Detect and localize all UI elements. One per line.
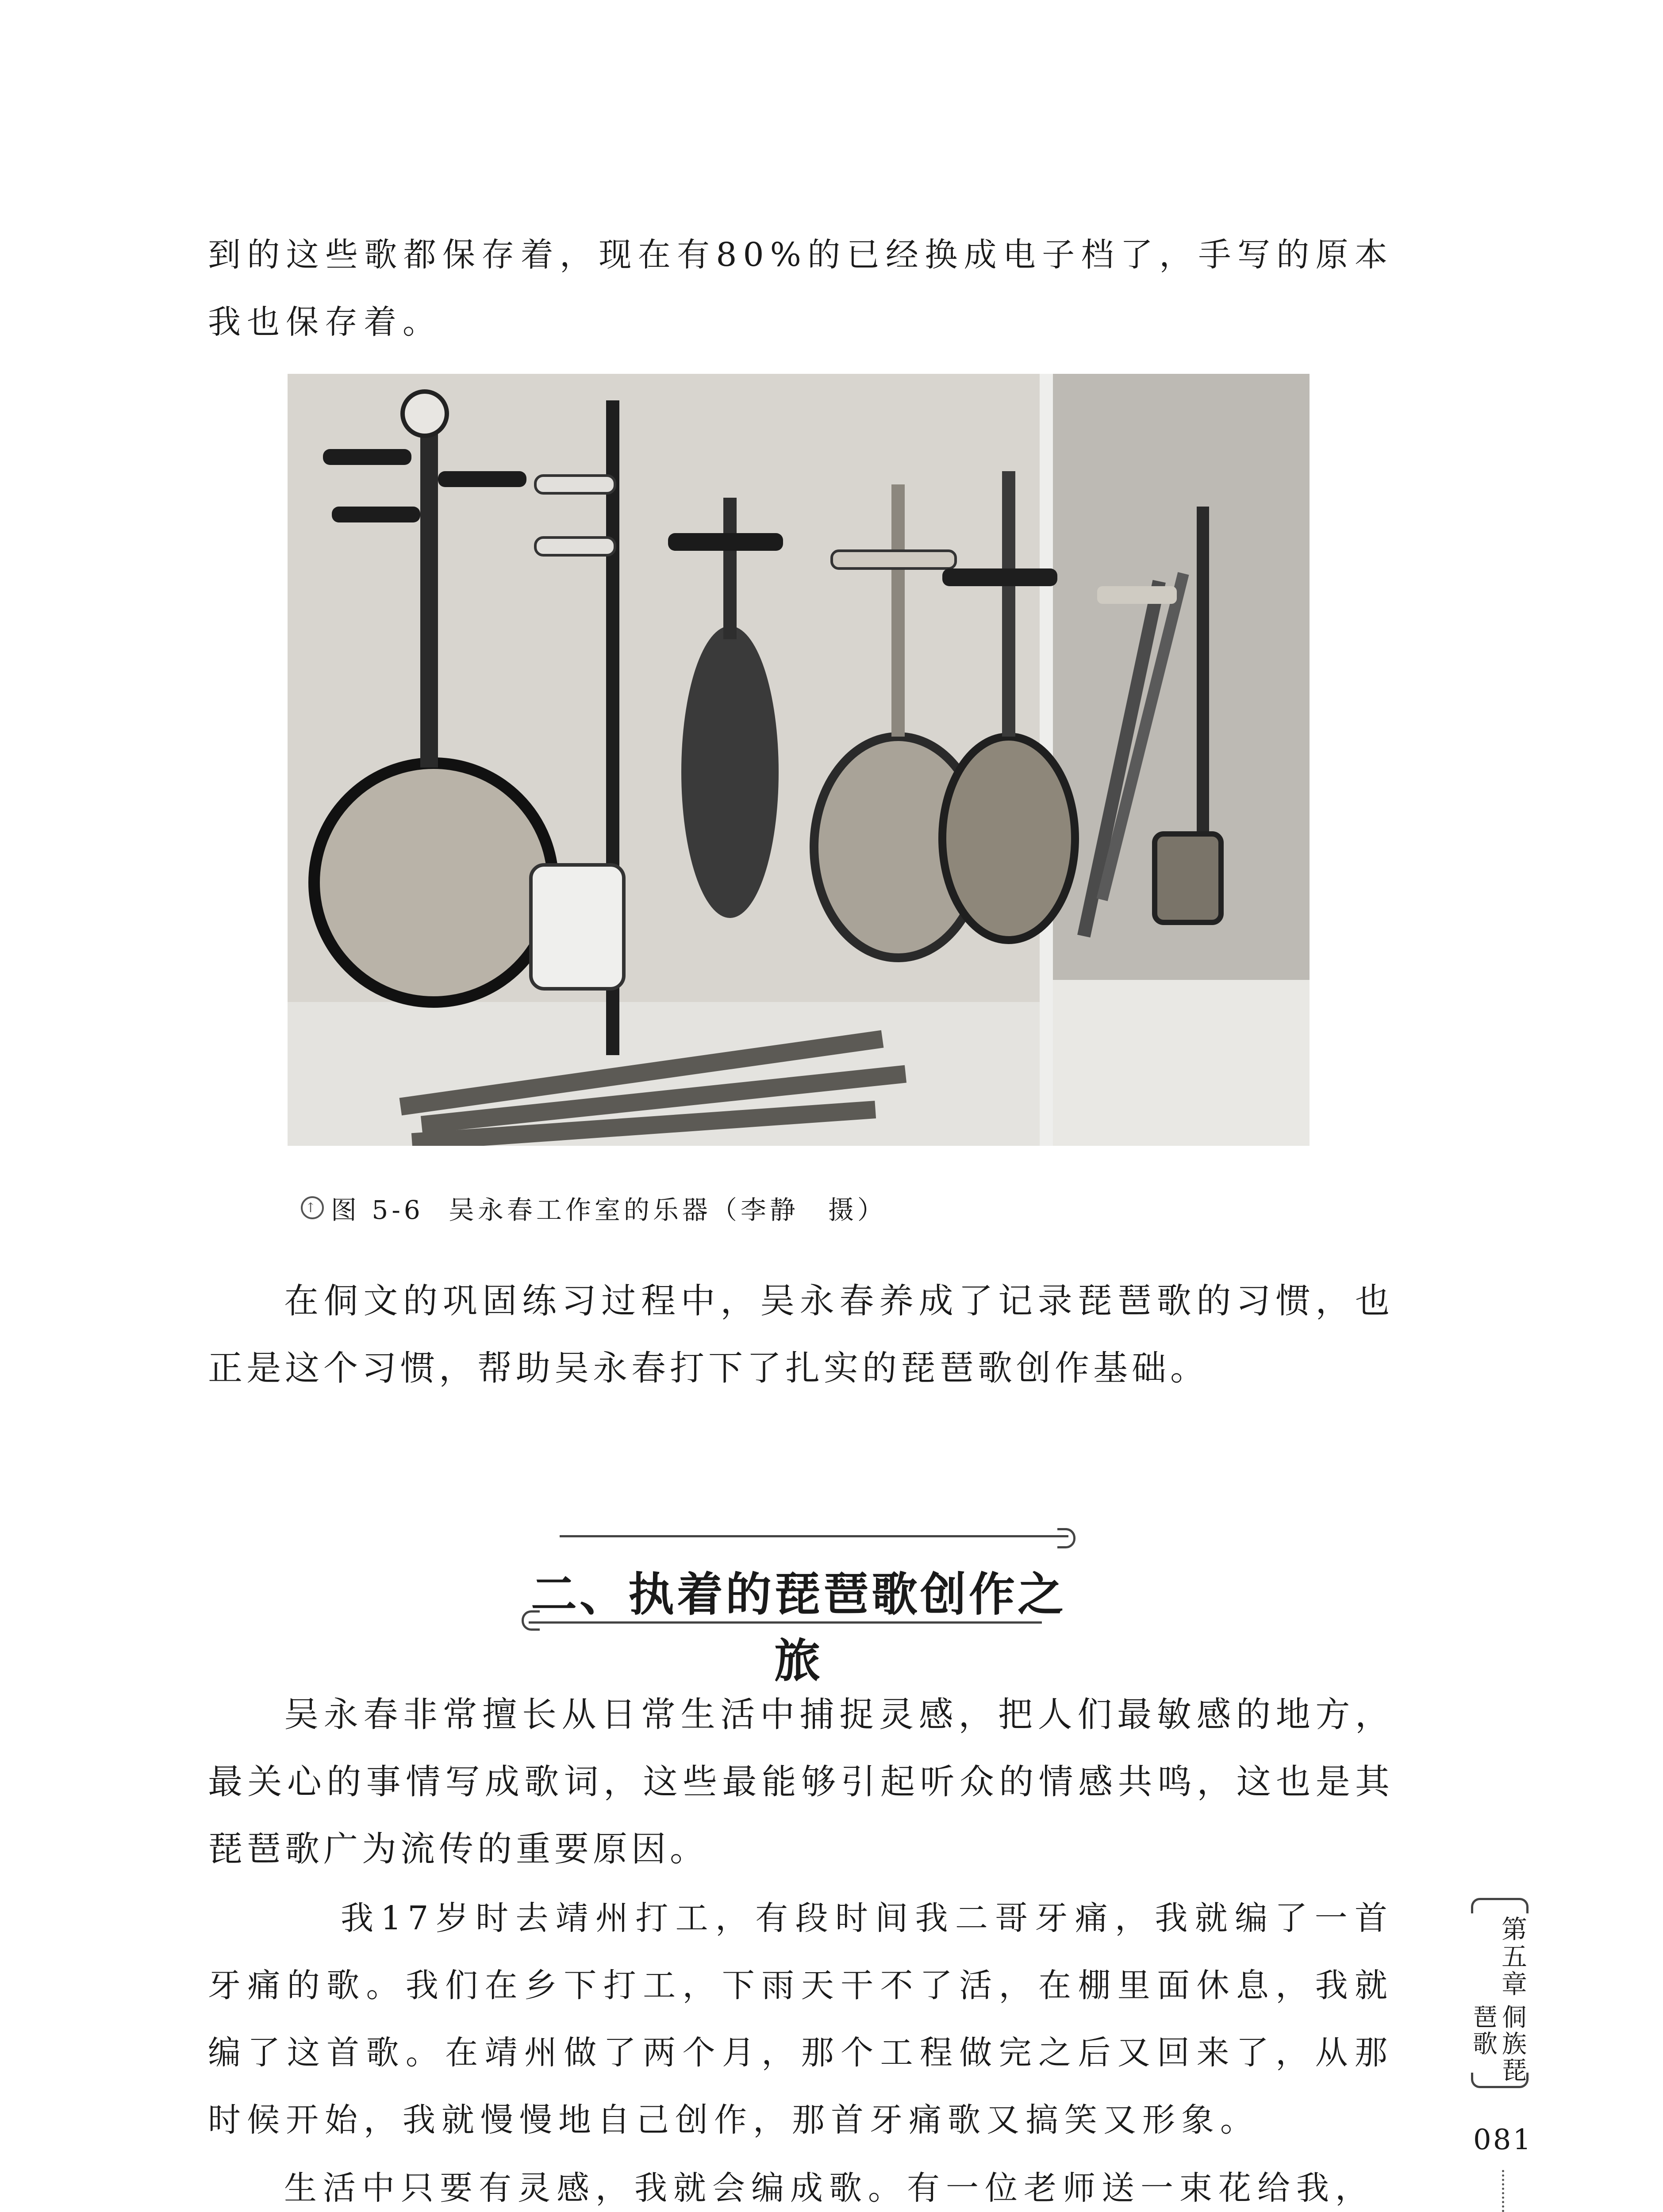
figure-caption <box>301 1189 887 1226</box>
paragraph-quote-2: 生活中只要有灵感，我就会编成歌。有一位老师送一束花给我， <box>284 2169 1374 2207</box>
figure-label: 图 5-6 <box>331 1195 424 1225</box>
heading-rule-top <box>560 1535 1068 1537</box>
section-title: 二、执着的琵琶歌创作之旅 <box>530 1567 1066 1688</box>
heading-rule-bottom <box>529 1621 1042 1624</box>
chapter-side-tab <box>1471 1898 1529 2088</box>
paragraph-body-1: 在侗文的巩固练习过程中，吴永春养成了记录琵琶歌的习惯，也正是这个习惯，帮助吴永春打下了扎实的琵琶歌创作基础。 <box>208 1281 1394 1388</box>
side-tab-book-title: 侗族琵琶歌 <box>1469 2004 1527 2084</box>
section-heading <box>529 1531 1068 1688</box>
heading-ornament-left <box>522 1610 540 1631</box>
instrument-photo-illustration <box>288 374 1310 1146</box>
side-tab-bracket-bottom <box>1471 2073 1529 2088</box>
figure-marker-icon: ↑ <box>301 1196 324 1219</box>
paragraph-quote-1: 我17岁时去靖州打工，有段时间我二哥牙痛，我就编了一首牙痛的歌。我们在乡下打工，下雨天干不了活，在棚里面休息，我就编了这首歌。在靖州做了两个月，那个工程做完之后又回来了，从那时候开始，我就慢慢地自己创作，那首牙痛歌又搞笑又形象。 <box>208 1899 1394 2139</box>
page-edge-dotted-line <box>1502 2170 1504 2212</box>
paragraph-continued-quote: 到的这些歌都保存着，现在有80%的已经换成电子档了，手写的原本我也保存着。 <box>208 236 1394 341</box>
paragraph-body-2: 吴永春非常擅长从日常生活中捕捉灵感，把人们最敏感的地方，最关心的事情写成歌词，这些最能够引起听众的情感共鸣，这也是其琵琶歌广为流传的重要原因。 <box>208 1695 1394 1869</box>
side-tab-chapter: 第五章 <box>1497 1916 1527 1998</box>
heading-ornament-right <box>1057 1528 1075 1548</box>
figure-caption-text: 吴永春工作室的乐器（李静 摄） <box>448 1195 887 1225</box>
side-tab-bracket-top <box>1471 1898 1529 1913</box>
page-number: 081 <box>1473 2124 1533 2156</box>
instrument-photo <box>288 374 1310 1146</box>
